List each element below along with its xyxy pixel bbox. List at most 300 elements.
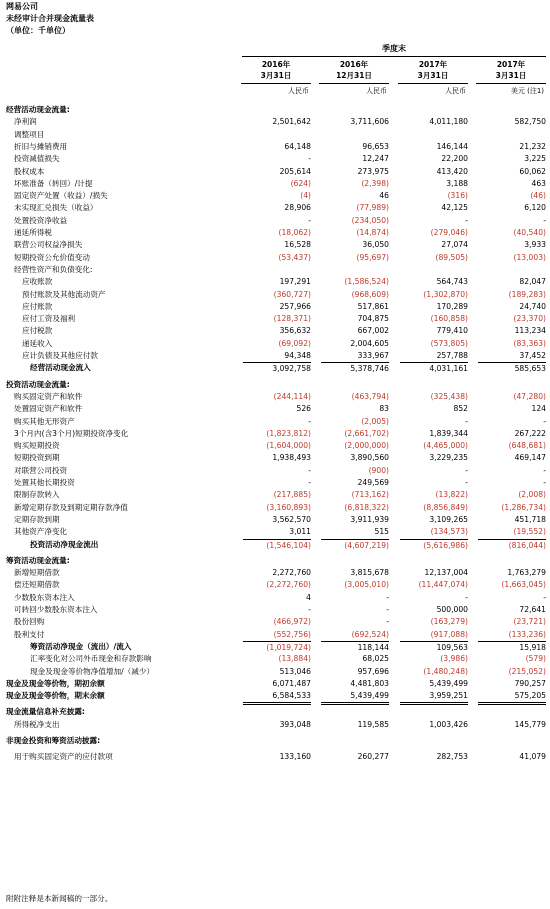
column-rule [241,83,311,84]
cell-value: (579) [525,654,546,664]
cell-value: - [465,465,468,475]
cell-value: 585,653 [478,362,546,375]
table-row [0,313,550,325]
cell-value: (47,280) [513,391,546,401]
cell-value: (1,019,724) [243,641,311,654]
cell-value: 37,452 [519,351,546,360]
cell-value: - [308,605,311,614]
row-label: 汇率变化对公司外币现金和存款影响 [30,654,152,664]
cell-value: (13,884) [278,654,311,664]
row-label: 3个月内(含3个月)短期投资净变化 [14,428,129,438]
cell-value: 3,092,758 [243,362,311,375]
table-row [0,391,550,403]
row-label: 调整项目 [14,129,45,139]
cell-value: 133,160 [279,752,311,762]
cell-value: 12,137,004 [424,568,468,578]
cell-value: 3,959,251 [400,690,468,705]
cell-value: 463 [531,178,546,188]
cell-value: 469,147 [514,453,546,463]
cell-value: 1,763,279 [507,568,546,578]
column-currency: 人民币 [445,87,466,95]
table-row [0,465,550,477]
section-heading [0,555,550,567]
row-label: 递延所得税 [14,228,52,237]
cell-value: (215,052) [508,666,546,676]
row-label: 非现金投资和筹资活动披露: [6,736,101,745]
cell-value: 12,247 [362,154,389,164]
row-label: 限制存款转入 [14,490,60,500]
row-label: 购买短期投资 [14,441,60,451]
column-rule [476,83,546,84]
cell-value: 257,788 [436,351,468,360]
table-row [0,514,550,526]
cell-value: 94,348 [284,351,311,360]
cell-value: 3,815,678 [350,568,389,578]
cell-value: 205,614 [279,166,311,176]
section-heading [0,104,550,116]
table-row [0,690,550,702]
cell-value: 4,031,161 [400,362,468,375]
table-row [0,215,550,227]
table-row [0,604,550,616]
cell-value: (1,823,812) [266,428,311,438]
cell-value: - [308,154,311,164]
cell-value: 124 [531,404,546,414]
row-label: 应付账款 [22,301,53,311]
column-currency: 人民币 [366,87,387,95]
column-year: 2016年 [261,60,291,69]
column-currency: 人民币 [288,87,309,95]
row-label: 应付税款 [22,326,53,336]
row-label: 对联营公司投资 [14,465,68,475]
cell-value: 28,906 [284,203,311,213]
cell-value: (23,721) [513,617,546,627]
cell-value: 64,148 [284,141,311,151]
cell-value: 145,779 [514,719,546,729]
table-row [0,592,550,604]
column-date: 3月31日 [417,71,449,80]
table-row [0,325,550,337]
cell-value: (466,972) [273,617,311,627]
cell-value: (4,607,219) [321,539,389,552]
cell-value: 96,653 [362,141,389,151]
table-row [0,301,550,313]
cell-value: (11,447,074) [418,580,468,590]
row-label: 投资活动现金流量: [6,379,70,389]
section-heading [0,706,550,718]
row-label: 递延收入 [22,338,53,348]
cell-value: (1,286,734) [501,502,546,512]
cell-value: (217,885) [273,490,311,500]
cell-value: (1,546,104) [243,539,311,552]
cell-value: 16,528 [284,240,311,250]
cell-value: - [386,592,389,602]
cell-value: - [308,478,311,487]
cell-value: 2,272,760 [272,568,311,578]
cell-value: 273,975 [357,166,389,176]
cell-value: 779,410 [436,326,468,336]
cell-value: (46) [530,191,546,201]
cell-value: 170,289 [436,301,468,311]
cell-value: (40,540) [513,228,546,237]
cell-value: 260,277 [357,752,389,762]
cell-value: (900) [368,465,389,475]
cell-value: 41,079 [519,752,546,762]
section-heading [0,379,550,391]
cell-value: 113,234 [514,326,546,336]
row-label: 处置其他长期投资 [14,478,75,487]
cell-value: 704,875 [357,314,389,324]
column-rule [398,83,468,84]
row-label: 经营活动现金流量: [6,105,70,114]
row-label: 短期投资公允价值变动 [14,252,90,262]
cell-value: - [465,592,468,602]
cell-value: (160,858) [430,314,468,324]
section-heading [0,735,550,747]
cell-value: 249,569 [357,478,389,487]
table-row [0,350,550,362]
cell-value: (463,794) [351,391,389,401]
cell-value: 72,641 [519,605,546,614]
cell-value: 68,025 [362,654,389,664]
cell-value: 197,291 [279,277,311,287]
row-label: 经营性资产和负债变化: [14,264,93,274]
table-row [0,751,550,763]
cell-value: 22,200 [441,154,468,164]
cell-value: 6,584,533 [243,690,311,705]
cell-value: 21,232 [519,141,546,151]
cell-value: (360,727) [273,289,311,299]
cell-value: 3,188 [446,178,468,188]
cell-value: - [543,465,546,475]
cell-value: 957,696 [357,666,389,676]
cell-value: 3,109,265 [429,514,468,524]
row-label: 坏账准备（转回）/计提 [14,178,93,188]
table-row [0,178,550,190]
row-label: 少数股东资本注入 [14,592,75,602]
cell-value: 4,481,803 [350,678,389,688]
column-date: 3月31日 [495,71,527,80]
cell-value: 1,839,344 [429,428,468,438]
cell-value: 5,439,499 [321,690,389,705]
cell-value: 564,743 [436,277,468,287]
cell-value: 517,861 [357,301,389,311]
cell-value: (53,437) [278,252,311,262]
row-label: 应收账款 [22,277,53,287]
column-currency: 美元 (注1) [510,87,544,95]
cell-value: 6,071,487 [272,678,311,688]
cell-value: (128,371) [273,314,311,324]
cell-value: 60,062 [519,166,546,176]
table-row [0,567,550,579]
cell-value: (552,756) [273,629,311,639]
cell-value: 1,938,493 [272,453,311,463]
table-row [0,440,550,452]
cell-value: 27,074 [441,240,468,250]
row-label: 固定资产处置（收益）/损失 [14,191,108,201]
table-row [0,477,550,489]
row-label: 购买其他无形资产 [14,416,75,426]
cell-value: 515 [374,527,389,537]
table-row [0,264,550,276]
cell-value: (2,272,760) [266,580,311,590]
table-row [0,276,550,288]
cell-value: 3,562,570 [272,514,311,524]
table-row [0,416,550,428]
cell-value: (8,856,849) [423,502,468,512]
cell-value: - [465,416,468,426]
cell-value: 146,144 [436,141,468,151]
cell-value: (18,062) [278,228,311,237]
column-year: 2017年 [418,60,448,69]
row-label: 定期存款到期 [14,514,60,524]
subtotal-row [0,539,550,551]
cell-value: (325,438) [430,391,468,401]
cell-value: 5,378,746 [321,362,389,375]
cell-value: (316) [447,191,468,201]
cell-value: (14,874) [356,228,389,237]
cell-value: (3,005,010) [344,580,389,590]
period-header: 季度末 [382,44,406,53]
cell-value: (1,586,524) [344,277,389,287]
cell-value: 667,002 [357,326,389,336]
cell-value: (244,114) [273,391,311,401]
row-label: 可转回少数股东资本注入 [14,605,98,614]
cell-value: (83,363) [513,338,546,348]
cell-value: (624) [290,178,311,188]
row-label: 其他资产净变化 [14,527,68,537]
cell-value: 3,229,235 [429,453,468,463]
cell-value: 1,003,426 [429,719,468,729]
cell-value: 451,718 [514,514,546,524]
cell-value: - [308,215,311,225]
cell-value: 36,050 [362,240,389,250]
cell-value: (13,822) [435,490,468,500]
row-label: 折旧与摊销费用 [14,141,68,151]
cell-value: 413,420 [436,166,468,176]
subtotal-row [0,641,550,653]
cell-value: 500,000 [436,605,468,614]
cell-value: (133,236) [508,629,546,639]
table-row [0,190,550,202]
table-row [0,227,550,239]
period-rule [242,56,546,57]
row-label: 应付工资及福利 [22,314,76,324]
cell-value: (917,088) [430,629,468,639]
table-row [0,141,550,153]
row-label: 用于购买固定资产的应付款项 [14,752,113,762]
company-name: 网易公司 [6,2,38,11]
cell-value: 5,439,499 [429,678,468,688]
statement-title: 未经审计合并现金流量表 [6,14,94,23]
row-label: 预付账款及其他流动资产 [22,289,106,299]
cell-value: (816,044) [478,539,546,552]
cell-value: 3,911,939 [350,514,389,524]
cell-value: (1,663,045) [501,580,546,590]
cell-value: 2,501,642 [272,117,311,127]
subtotal-row [0,362,550,374]
row-label: 现金流量信息补充披露: [6,707,85,717]
cell-value: 46 [379,191,389,201]
row-label: 偿还短期借款 [14,580,60,590]
table-row [0,202,550,214]
row-label: 应计负债及其他应付款 [22,351,98,360]
column-rule [319,83,389,84]
row-label: 购买固定资产和软件 [14,391,83,401]
row-label: 所得税净支出 [14,719,60,729]
cell-value: 852 [453,404,468,414]
cell-value: 2,004,605 [350,338,389,348]
cell-value: 82,047 [519,277,546,287]
cell-value: 4 [306,592,311,602]
cell-value: (89,505) [435,252,468,262]
table-row [0,489,550,501]
cell-value: 83 [379,404,389,414]
cell-value: (3,986) [440,654,468,664]
cell-value: 575,205 [478,690,546,705]
row-label: 新增短期借款 [14,568,60,578]
cell-value: 333,967 [357,351,389,360]
cell-value: (189,283) [508,289,546,299]
cell-value: (163,279) [430,617,468,627]
cell-value: (6,818,322) [344,502,389,512]
table-row [0,678,550,690]
row-label: 联营公司权益净损失 [14,240,83,250]
row-label: 股权成本 [14,166,45,176]
row-label: 新增定期存款及到期定期存款净值 [14,502,128,512]
table-row [0,252,550,264]
table-row [0,289,550,301]
table-row [0,629,550,641]
cell-value: - [386,605,389,614]
table-row [0,526,550,538]
table-row [0,579,550,591]
cell-value: (19,552) [513,527,546,537]
footnote: 附附注释是本新闻稿的一部分。 [6,894,113,903]
cell-value: (2,000,000) [344,441,389,451]
column-date: 3月31日 [260,71,292,80]
table-row [0,653,550,665]
cell-value: - [543,592,546,602]
cell-value: 513,046 [279,666,311,676]
cell-value: 790,257 [514,678,546,688]
cell-value: 257,966 [279,301,311,311]
cell-value: 267,222 [514,428,546,438]
row-label: 股利支付 [14,629,45,639]
cell-value: (234,050) [351,215,389,225]
cell-value: 3,011 [289,527,311,537]
cell-value: (573,805) [430,338,468,348]
cell-value: 526 [296,404,311,414]
row-label: 筹资活动现金流量: [6,555,70,565]
row-label: 处置投资净收益 [14,215,68,225]
table-row [0,239,550,251]
table-row [0,719,550,731]
cell-value: 282,753 [436,752,468,762]
row-label: 未实现汇兑损失（收益） [14,203,98,213]
cell-value: (23,370) [513,314,546,324]
row-label: 经营活动现金流入 [30,363,91,373]
row-label: 净利润 [14,117,37,127]
table-row [0,452,550,464]
column-date: 12月31日 [336,71,372,80]
cell-value: 109,563 [400,641,468,654]
row-label: 现金及现金等价物，期末余额 [6,691,105,701]
cell-value: (279,046) [430,228,468,237]
cell-value: (4,465,000) [423,441,468,451]
cell-value: 356,632 [279,326,311,336]
column-year: 2017年 [496,60,526,69]
cell-value: (2,008) [518,490,546,500]
row-label: 短期投资到期 [14,453,60,463]
cell-value: (2,661,702) [344,428,389,438]
table-row [0,428,550,440]
cell-value: - [308,416,311,426]
unit-note: （单位：千单位） [6,26,70,35]
row-label: 处置固定资产和软件 [14,404,83,414]
cell-value: (968,609) [351,289,389,299]
table-row [0,403,550,415]
cell-value: (69,092) [278,338,311,348]
table-row [0,129,550,141]
table-row [0,616,550,628]
cell-value: 119,585 [357,719,389,729]
cell-value: 118,144 [321,641,389,654]
cell-value: (13,003) [513,252,546,262]
cell-value: - [543,215,546,225]
cell-value: 24,740 [519,301,546,311]
cell-value: 4,011,180 [429,117,468,127]
cell-value: - [543,478,546,487]
row-label: 现金及现金等价物，期初余额 [6,678,105,688]
row-label: 投资活动净现金流出 [30,539,99,549]
table-row [0,338,550,350]
cell-value: - [543,416,546,426]
cell-value: (692,524) [351,629,389,639]
row-label: 股份回购 [14,617,45,627]
cell-value: 6,120 [524,203,546,213]
cell-value: (713,162) [351,490,389,500]
cell-value: 582,750 [514,117,546,127]
cell-value: 3,890,560 [350,453,389,463]
cell-value: (77,989) [356,203,389,213]
cell-value: 3,225 [524,154,546,164]
table-row [0,116,550,128]
row-label: 投资减值损失 [14,154,60,164]
cell-value: 3,933 [524,240,546,250]
cell-value: (2,005) [361,416,389,426]
cell-value: (4) [300,191,311,201]
column-year: 2016年 [339,60,369,69]
row-label: 筹资活动净现金（流出）/流入 [30,641,132,651]
cell-value: (134,573) [430,527,468,537]
cell-value: (2,398) [361,178,389,188]
cell-value: - [465,215,468,225]
row-label: 现金及现金等价物净值增加/（减少） [30,666,155,676]
cell-value: - [308,465,311,475]
cell-value: 393,048 [279,719,311,729]
cell-value: (1,604,000) [266,441,311,451]
cell-value: 42,125 [441,203,468,213]
cell-value: (648,681) [508,441,546,451]
cell-value: 3,711,606 [350,117,389,127]
cell-value: - [386,617,389,627]
cell-value: (1,302,870) [423,289,468,299]
table-row [0,166,550,178]
table-row [0,153,550,165]
cell-value: (5,616,986) [400,539,468,552]
cell-value: (3,160,893) [266,502,311,512]
